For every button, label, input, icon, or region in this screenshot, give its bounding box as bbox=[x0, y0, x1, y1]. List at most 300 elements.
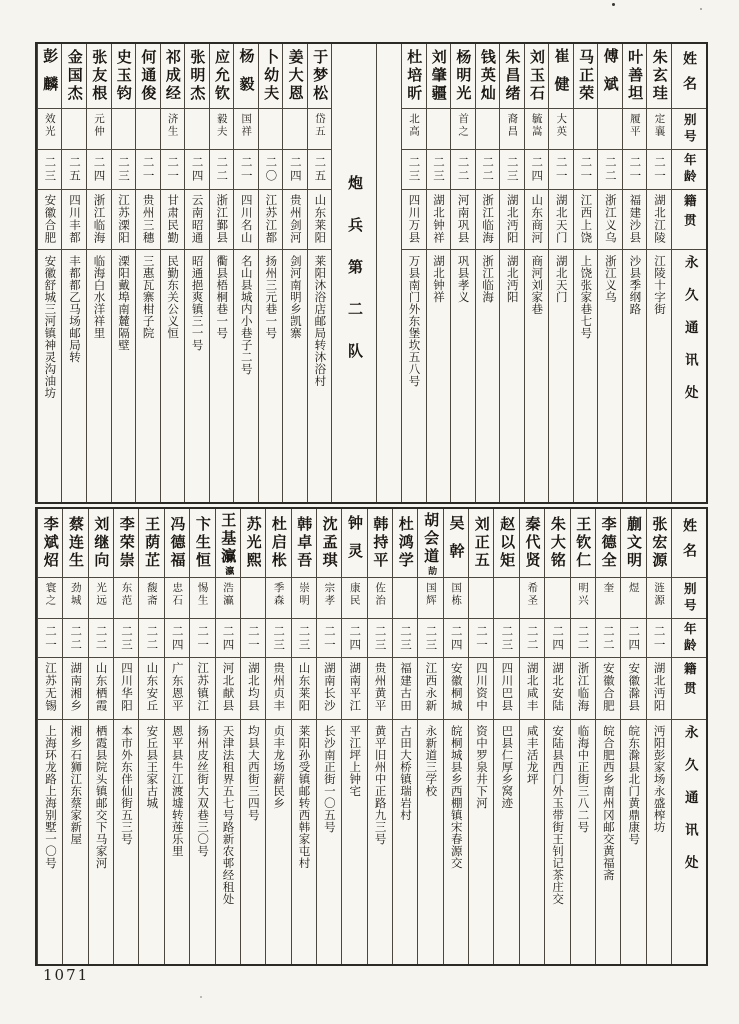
alias-cell: 首之 bbox=[451, 109, 475, 150]
native-cell: 安徽合肥 bbox=[596, 658, 620, 720]
name-cell: 史玉钧 bbox=[112, 44, 136, 109]
address-cell: 长沙南正街一〇五号 bbox=[322, 725, 337, 833]
address-cell: 均县大西街三四号 bbox=[246, 725, 261, 821]
age-cell: 二二 bbox=[571, 619, 595, 658]
age-cell: 二三 bbox=[292, 619, 316, 658]
alias-cell: 国辉 bbox=[418, 578, 442, 619]
alias-cell: 季森 bbox=[266, 578, 290, 619]
alias-cell bbox=[185, 109, 209, 150]
person-column bbox=[111, 44, 136, 502]
name-cell: 金国杰 bbox=[62, 44, 86, 109]
page-number: 1071 bbox=[43, 966, 90, 984]
name-cell: 韩持平 bbox=[368, 509, 392, 578]
native-cell: 安徽桐城 bbox=[444, 658, 468, 720]
name-cell: 李斌炤 bbox=[38, 509, 62, 578]
name-cell: 钱英灿 bbox=[476, 44, 500, 109]
name-cell: 朱大铭 bbox=[545, 509, 569, 578]
name-cell: 卜幼夫 bbox=[259, 44, 283, 109]
name-cell: 朱玄珪 bbox=[647, 44, 671, 109]
alias-cell: 元仲 bbox=[87, 109, 111, 150]
name-cell: 冯德福 bbox=[165, 509, 189, 578]
native-cell: 山东栖霞 bbox=[89, 658, 113, 720]
alias-cell: 希圣 bbox=[520, 578, 544, 619]
native-cell: 安徽滁县 bbox=[621, 658, 645, 720]
person-column bbox=[62, 509, 87, 964]
address-cell: 皖合肥西乡南州冈邮交黄福斋 bbox=[601, 725, 616, 881]
person-column bbox=[468, 509, 493, 964]
age-cell: 二四 bbox=[342, 619, 366, 658]
header-column bbox=[671, 44, 706, 502]
native-cell: 江苏溧阳 bbox=[112, 190, 136, 250]
age-cell: 二四 bbox=[545, 619, 569, 658]
person-column bbox=[475, 44, 500, 502]
address-cell: 咸丰活龙坪 bbox=[525, 725, 540, 785]
name-cell: 于梦松 bbox=[308, 44, 332, 109]
age-cell: 二二 bbox=[520, 619, 544, 658]
age-cell: 二三 bbox=[418, 619, 442, 658]
person-column bbox=[113, 509, 138, 964]
alias-cell bbox=[476, 109, 500, 150]
header-alias: 别号 bbox=[672, 109, 706, 150]
person-column bbox=[341, 509, 366, 964]
alias-cell: 毅夫 bbox=[210, 109, 234, 150]
alias-cell bbox=[112, 109, 136, 150]
native-cell: 浙江鄞县 bbox=[210, 190, 234, 250]
alias-cell: 涟源 bbox=[647, 578, 671, 619]
address-cell: 平江坪上钟宅 bbox=[348, 725, 363, 797]
address-cell: 万县南门外东堡坎五八号 bbox=[407, 255, 422, 387]
alias-cell bbox=[241, 578, 265, 619]
native-cell: 四川资中 bbox=[469, 658, 493, 720]
person-column bbox=[316, 509, 341, 964]
alias-cell: 岱五 bbox=[308, 109, 332, 150]
person-column bbox=[86, 44, 111, 502]
name-cell: 何通俊 bbox=[136, 44, 160, 109]
native-cell: 贵州三穗 bbox=[136, 190, 160, 250]
header-name: 姓名 bbox=[672, 509, 706, 578]
alias-cell: 大英 bbox=[549, 109, 573, 150]
alias-cell bbox=[283, 109, 307, 150]
native-cell: 浙江临海 bbox=[571, 658, 595, 720]
address-cell: 皖桐城县乡西棚镇宋春源交 bbox=[449, 725, 464, 869]
address-cell: 古田大桥镇瑞岩村 bbox=[398, 725, 413, 821]
native-cell: 湖北均县 bbox=[241, 658, 265, 720]
header-column bbox=[671, 509, 706, 964]
native-cell: 广东恩平 bbox=[165, 658, 189, 720]
person-column bbox=[548, 44, 573, 502]
native-cell: 山东莱阳 bbox=[292, 658, 316, 720]
native-cell: 湖北钟祥 bbox=[427, 190, 451, 250]
alias-cell bbox=[598, 109, 622, 150]
alias-cell: 浩灜 bbox=[216, 578, 240, 619]
age-cell: 二二 bbox=[596, 619, 620, 658]
age-cell: 二一 bbox=[469, 619, 493, 658]
native-cell: 山东莱阳 bbox=[308, 190, 332, 250]
person-column bbox=[240, 509, 265, 964]
age-cell: 二二 bbox=[598, 150, 622, 190]
native-cell: 甘肃民勤 bbox=[161, 190, 185, 250]
age-cell: 二五 bbox=[308, 150, 332, 190]
name-cell: 杨明光 bbox=[451, 44, 475, 109]
alias-cell: 宗孝 bbox=[317, 578, 341, 619]
header-address: 永久通讯处 bbox=[681, 725, 698, 888]
address-cell: 江陵十字街 bbox=[652, 255, 667, 315]
age-cell: 二三 bbox=[494, 619, 518, 658]
alias-cell bbox=[545, 578, 569, 619]
person-column bbox=[138, 509, 163, 964]
alias-cell: 惕生 bbox=[190, 578, 214, 619]
alias-cell: 崇明 bbox=[292, 578, 316, 619]
person-column bbox=[215, 509, 240, 964]
age-cell: 二四 bbox=[283, 150, 307, 190]
address-cell: 沔阳彭家场永盛榨坊 bbox=[652, 725, 667, 833]
age-cell: 二四 bbox=[444, 619, 468, 658]
name-cell: 杜鸿学 bbox=[393, 509, 417, 578]
name-cell: 李荣崇 bbox=[114, 509, 138, 578]
native-cell: 四川名山 bbox=[234, 190, 258, 250]
age-cell: 二四 bbox=[87, 150, 111, 190]
age-cell: 二三 bbox=[112, 150, 136, 190]
address-cell: 临海白水洋祥里 bbox=[92, 255, 107, 339]
alias-cell: 济生 bbox=[161, 109, 185, 150]
address-cell: 湘乡石狮江东蔡家新屋 bbox=[69, 725, 84, 845]
native-cell: 云南昭通 bbox=[185, 190, 209, 250]
native-cell: 湖北沔阳 bbox=[500, 190, 524, 250]
address-cell: 湖北天门 bbox=[554, 255, 569, 303]
native-cell: 山东商河 bbox=[525, 190, 549, 250]
address-cell: 资中罗泉井下河 bbox=[475, 725, 490, 809]
address-cell: 临海中正街三八二号 bbox=[576, 725, 591, 833]
age-cell: 二一 bbox=[623, 150, 647, 190]
person-column bbox=[233, 44, 258, 502]
name-cell: 杜培昕 bbox=[402, 44, 426, 109]
name-cell: 张宏源 bbox=[647, 509, 671, 578]
header-name: 姓名 bbox=[672, 44, 706, 109]
age-cell: 二四 bbox=[525, 150, 549, 190]
name-cell: 应允钦 bbox=[210, 44, 234, 109]
name-cell: 刘玉石 bbox=[525, 44, 549, 109]
alias-cell bbox=[136, 109, 160, 150]
address-cell: 天津法租界五七号路新农邨经租处 bbox=[221, 725, 236, 905]
name-cell: 赵以矩 bbox=[494, 509, 518, 578]
person-column bbox=[646, 44, 671, 502]
native-cell: 江苏无锡 bbox=[38, 658, 62, 720]
age-cell: 二二 bbox=[63, 619, 87, 658]
name-cell: 刘继向 bbox=[89, 509, 113, 578]
person-column bbox=[88, 509, 113, 964]
alias-cell: 明兴 bbox=[571, 578, 595, 619]
address-cell: 剑河南明乡凯寨 bbox=[288, 255, 303, 339]
native-cell: 四川万县 bbox=[402, 190, 426, 250]
person-column bbox=[570, 509, 595, 964]
spacer-column bbox=[376, 44, 401, 502]
person-column bbox=[450, 44, 475, 502]
age-cell: 二三 bbox=[38, 150, 62, 190]
age-cell: 二一 bbox=[574, 150, 598, 190]
native-cell: 湖北安陆 bbox=[545, 658, 569, 720]
person-column bbox=[646, 509, 671, 964]
age-cell: 二二 bbox=[476, 150, 500, 190]
header-alias: 别号 bbox=[672, 578, 706, 619]
name-cell: 朱昌绪 bbox=[500, 44, 524, 109]
alias-cell: 康民 bbox=[342, 578, 366, 619]
address-cell: 巩县孝义 bbox=[456, 255, 471, 303]
alias-cell bbox=[427, 109, 451, 150]
alias-cell: 效光 bbox=[38, 109, 62, 150]
name-cell: 叶善坦 bbox=[623, 44, 647, 109]
age-cell: 二二 bbox=[451, 150, 475, 190]
name-cell: 祁成经 bbox=[161, 44, 185, 109]
age-cell: 二〇 bbox=[259, 150, 283, 190]
age-cell: 二一 bbox=[317, 619, 341, 658]
address-cell: 浙江临海 bbox=[481, 255, 496, 303]
native-cell: 四川华阳 bbox=[114, 658, 138, 720]
age-cell: 二三 bbox=[500, 150, 524, 190]
address-cell: 湖北沔阳 bbox=[505, 255, 520, 303]
name-cell: 彭麟 bbox=[38, 44, 62, 109]
native-cell: 四川巴县 bbox=[494, 658, 518, 720]
section-title-column bbox=[331, 44, 376, 502]
age-cell: 二三 bbox=[427, 150, 451, 190]
person-column bbox=[573, 44, 598, 502]
name-cell: 沈孟琪 bbox=[317, 509, 341, 578]
address-cell: 上饶张家巷七号 bbox=[579, 255, 594, 339]
native-cell: 湖南长沙 bbox=[317, 658, 341, 720]
native-cell: 贵州贞丰 bbox=[266, 658, 290, 720]
person-column bbox=[291, 509, 316, 964]
age-cell: 二一 bbox=[549, 150, 573, 190]
name-cell: 卞生恒 bbox=[190, 509, 214, 578]
address-cell: 湖北钟祥 bbox=[432, 255, 447, 303]
scan-speck bbox=[200, 996, 202, 998]
header-age: 年龄 bbox=[672, 619, 706, 658]
alias-cell: 寰之 bbox=[38, 578, 62, 619]
person-column bbox=[426, 44, 451, 502]
person-column bbox=[595, 509, 620, 964]
person-column bbox=[620, 509, 645, 964]
native-cell: 江西永新 bbox=[418, 658, 442, 720]
scan-speck bbox=[612, 3, 615, 6]
section-title: 炮兵第二队 bbox=[345, 175, 364, 385]
native-cell: 山东安丘 bbox=[139, 658, 163, 720]
native-cell: 浙江临海 bbox=[476, 190, 500, 250]
native-cell: 湖北沔阳 bbox=[647, 658, 671, 720]
address-cell: 永新道三学校 bbox=[424, 725, 439, 797]
name-cell: 王钦仁 bbox=[571, 509, 595, 578]
name-cell: 张明杰 bbox=[185, 44, 209, 109]
name-cell: 马正荣 bbox=[574, 44, 598, 109]
scan-speck bbox=[700, 8, 702, 10]
name-cell: 杜启枨 bbox=[266, 509, 290, 578]
age-cell: 二四 bbox=[185, 150, 209, 190]
age-cell: 二二 bbox=[210, 150, 234, 190]
native-cell: 福建沙县 bbox=[623, 190, 647, 250]
address-cell: 民勤东关公义恒 bbox=[166, 255, 181, 339]
name-cell: 王基灜瀛 bbox=[216, 509, 240, 578]
age-cell: 二二 bbox=[139, 619, 163, 658]
address-cell: 丰都都乙马场邮局转 bbox=[67, 255, 82, 363]
native-cell: 湖南湘乡 bbox=[63, 658, 87, 720]
alias-cell: 忠石 bbox=[165, 578, 189, 619]
age-cell: 二一 bbox=[161, 150, 185, 190]
address-cell: 名山县城内小巷子二号 bbox=[239, 255, 254, 375]
age-cell: 二一 bbox=[241, 619, 265, 658]
native-cell: 浙江义乌 bbox=[598, 190, 622, 250]
person-column bbox=[417, 509, 442, 964]
alias-cell: 北高 bbox=[402, 109, 426, 150]
native-cell: 浙江临海 bbox=[87, 190, 111, 250]
native-cell: 江苏镇江 bbox=[190, 658, 214, 720]
alias-cell: 光远 bbox=[89, 578, 113, 619]
alias-cell: 劲城 bbox=[63, 578, 87, 619]
alias-cell bbox=[574, 109, 598, 150]
name-cell: 姜大恩 bbox=[283, 44, 307, 109]
alias-cell bbox=[494, 578, 518, 619]
native-cell: 福建古田 bbox=[393, 658, 417, 720]
alias-cell bbox=[259, 109, 283, 150]
address-cell: 昭通挹爽镇三一号 bbox=[190, 255, 205, 351]
native-cell: 贵州黄平 bbox=[368, 658, 392, 720]
name-cell: 王荫芷 bbox=[139, 509, 163, 578]
alias-cell bbox=[393, 578, 417, 619]
person-column bbox=[493, 509, 518, 964]
native-cell: 安徽合肥 bbox=[38, 190, 62, 250]
person-column bbox=[184, 44, 209, 502]
address-cell: 扬州皮丝街大双巷三〇号 bbox=[196, 725, 211, 857]
person-column bbox=[519, 509, 544, 964]
address-cell: 莱阳沐浴店邮局转沐浴村 bbox=[313, 255, 328, 387]
header-native: 籍贯 bbox=[672, 190, 706, 250]
header-age: 年龄 bbox=[672, 150, 706, 190]
address-cell: 安徽舒城三河镇神灵沟油坊 bbox=[43, 255, 58, 399]
person-column bbox=[164, 509, 189, 964]
person-column bbox=[282, 44, 307, 502]
name-cell: 杨毅 bbox=[234, 44, 258, 109]
age-cell: 二一 bbox=[647, 150, 671, 190]
age-cell: 二四 bbox=[216, 619, 240, 658]
native-cell: 河北献县 bbox=[216, 658, 240, 720]
alias-cell: 国祥 bbox=[234, 109, 258, 150]
alias-cell: 煜 bbox=[621, 578, 645, 619]
header-address: 永久通讯处 bbox=[681, 255, 698, 418]
person-column bbox=[392, 509, 417, 964]
person-column bbox=[367, 509, 392, 964]
address-cell: 莱阳孙受镇邮转西韩家屯村 bbox=[297, 725, 312, 869]
name-cell: 刘正五 bbox=[469, 509, 493, 578]
age-cell: 二一 bbox=[136, 150, 160, 190]
age-cell: 二一 bbox=[190, 619, 214, 658]
person-column bbox=[61, 44, 86, 502]
person-column bbox=[265, 509, 290, 964]
address-cell: 三惠瓦寨柑子院 bbox=[141, 255, 156, 339]
age-cell: 二四 bbox=[165, 619, 189, 658]
alias-cell: 裔昌 bbox=[500, 109, 524, 150]
name-cell: 钟灵 bbox=[342, 509, 366, 578]
address-cell: 沙县季纲路 bbox=[628, 255, 643, 315]
name-cell: 韩卓吾 bbox=[292, 509, 316, 578]
address-cell: 衢县梧桐巷一号 bbox=[215, 255, 230, 339]
age-cell: 二四 bbox=[621, 619, 645, 658]
name-cell: 秦代贤 bbox=[520, 509, 544, 578]
header-native: 籍贯 bbox=[672, 658, 706, 720]
alias-cell bbox=[62, 109, 86, 150]
address-cell: 溧阳戴埠南麓隔壁 bbox=[117, 255, 132, 351]
person-column bbox=[544, 509, 569, 964]
name-cell: 蔡连生 bbox=[63, 509, 87, 578]
roster-table-top bbox=[35, 42, 708, 504]
alias-cell: 佐治 bbox=[368, 578, 392, 619]
name-cell: 刘肇疆 bbox=[427, 44, 451, 109]
name-cell: 苏光熙 bbox=[241, 509, 265, 578]
address-cell: 安陆县西门外玉带街王钊记茶庄交 bbox=[551, 725, 566, 905]
alias-cell: 国栋 bbox=[444, 578, 468, 619]
person-column bbox=[443, 509, 468, 964]
person-column bbox=[597, 44, 622, 502]
age-cell: 二一 bbox=[647, 619, 671, 658]
age-cell: 二五 bbox=[62, 150, 86, 190]
person-column bbox=[160, 44, 185, 502]
person-column bbox=[258, 44, 283, 502]
age-cell: 二三 bbox=[114, 619, 138, 658]
name-cell: 吴幹 bbox=[444, 509, 468, 578]
address-cell: 贞丰龙场薪民乡 bbox=[272, 725, 287, 809]
name-cell: 崔健 bbox=[549, 44, 573, 109]
roster-table-bottom bbox=[35, 507, 708, 966]
address-cell: 上海环龙路上海别墅一〇号 bbox=[43, 725, 58, 869]
name-cell: 蒯文明 bbox=[621, 509, 645, 578]
age-cell: 二三 bbox=[266, 619, 290, 658]
age-cell: 二三 bbox=[393, 619, 417, 658]
alias-cell: 东范 bbox=[114, 578, 138, 619]
native-cell: 湖南平江 bbox=[342, 658, 366, 720]
person-column bbox=[401, 44, 426, 502]
age-cell: 二一 bbox=[38, 619, 62, 658]
native-cell: 湖北天门 bbox=[549, 190, 573, 250]
alias-cell: 馥斋 bbox=[139, 578, 163, 619]
name-cell: 李德全 bbox=[596, 509, 620, 578]
address-cell: 黄平旧州中正路九三号 bbox=[373, 725, 388, 845]
age-cell: 二二 bbox=[89, 619, 113, 658]
address-cell: 皖东滁县北门黄鼎康号 bbox=[627, 725, 642, 845]
address-cell: 巴县仁厚乡窝迹 bbox=[500, 725, 515, 809]
name-cell: 傅斌 bbox=[598, 44, 622, 109]
native-cell: 四川丰都 bbox=[62, 190, 86, 250]
address-cell: 商河刘家巷 bbox=[530, 255, 545, 315]
age-cell: 二一 bbox=[234, 150, 258, 190]
native-cell: 湖北江陵 bbox=[647, 190, 671, 250]
native-cell: 江西上饶 bbox=[574, 190, 598, 250]
address-cell: 扬州三元巷一号 bbox=[264, 255, 279, 339]
address-cell: 本市外东伴仙街五三号 bbox=[120, 725, 135, 845]
alias-cell: 定襄 bbox=[647, 109, 671, 150]
alias-cell: 奎 bbox=[596, 578, 620, 619]
person-column bbox=[189, 509, 214, 964]
native-cell: 湖北咸丰 bbox=[520, 658, 544, 720]
address-cell: 安丘县王家古城 bbox=[145, 725, 160, 809]
alias-cell: 履平 bbox=[623, 109, 647, 150]
person-column bbox=[37, 509, 62, 964]
native-cell: 河南巩县 bbox=[451, 190, 475, 250]
name-cell: 胡会道劼 bbox=[418, 509, 442, 578]
person-column bbox=[499, 44, 524, 502]
age-cell: 二三 bbox=[402, 150, 426, 190]
person-column bbox=[37, 44, 62, 502]
address-cell: 浙江义乌 bbox=[603, 255, 618, 303]
person-column bbox=[307, 44, 332, 502]
native-cell: 江苏江都 bbox=[259, 190, 283, 250]
person-column bbox=[135, 44, 160, 502]
name-cell: 张友根 bbox=[87, 44, 111, 109]
